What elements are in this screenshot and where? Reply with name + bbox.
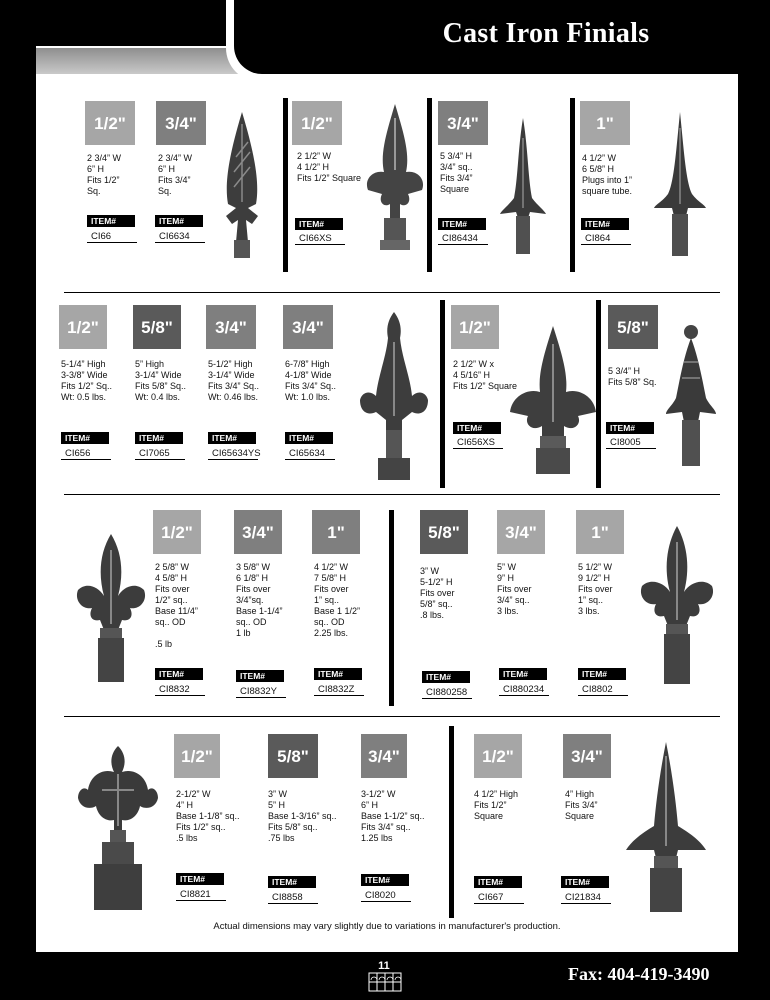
size-badge-label: 1/2" [161,523,193,542]
item-number: CI8020 [361,890,411,902]
size-badge-label: 1/2" [67,318,99,337]
tulip-spear-finial-icon [498,118,548,254]
product-specs: 5-1/4” High 3-3/8” Wide Fits 1/2” Sq.. Wt: 0.5 lbs. [61,359,113,402]
item-number-label: ITEM# [561,876,609,888]
size-badge-label: 5/8" [277,747,309,766]
ornate-fleur-finial-icon [76,746,160,914]
item-number-label: ITEM# [176,873,224,885]
product-specs: 6-7/8” High 4-1/8” Wide Fits 3/4” Sq.. Wt: 1.0 lbs. [285,359,337,402]
size-badge [174,734,220,778]
size-badge-label: 1/2" [482,747,514,766]
size-badge [312,510,360,554]
header-gray-bar [36,46,248,74]
vertical-divider [449,726,454,918]
item-number-label: ITEM# [155,215,203,227]
item-number: CI86434 [438,233,488,245]
product-specs: 3-1/2” W 6” H Base 1-1/2” sq.. Fits 3/4” sq.. 1.25 lbs [361,789,425,843]
item-number-label: ITEM# [295,218,343,230]
vertical-divider [389,510,394,706]
size-badge-label: 3/4" [505,523,537,542]
fence-logo-icon [368,972,402,992]
page-title: Cast Iron Finials [442,18,650,49]
left-frame [0,0,36,1000]
item-number: CI66XS [295,233,345,245]
size-badge [153,510,201,554]
item-number: CI656XS [453,437,503,449]
item-number: CI880258 [422,687,472,699]
size-badge-label: 1/2" [181,747,213,766]
item-number-label: ITEM# [208,432,256,444]
item-number-label: ITEM# [314,668,362,680]
vertical-divider [440,300,445,488]
fleur-spear-finial-icon [506,326,600,476]
item-number-label: ITEM# [606,422,654,434]
product-specs: 2 5/8” W 4 5/8” H Fits over 1/2” sq.. Base 11/4” sq.. OD .5 lb [155,562,198,649]
vertical-divider [283,98,288,272]
item-number: CI65634 [285,448,335,460]
disclaimer: Actual dimensions may vary slightly due to variations in manufacturer's production. [213,921,561,932]
size-badge [361,734,407,778]
size-badge [133,305,181,349]
size-badge [85,101,135,145]
size-badge [420,510,468,554]
item-number-label: ITEM# [155,668,203,680]
size-badge-label: 5/8" [428,523,460,542]
size-badge [474,734,522,778]
item-number: CI667 [474,892,524,904]
product-specs: 3” W 5-1/2” H Fits over 5/8” sq.. .8 lbs. [420,566,455,620]
fleur-de-lis-finial-icon [356,312,432,482]
size-badge [59,305,107,349]
item-number: CI8821 [176,889,226,901]
acorn-spire-finial-icon [664,322,718,470]
size-badge-label: 1" [327,523,345,542]
right-frame [738,0,770,1000]
size-badge [206,305,256,349]
size-badge-label: 3/4" [292,318,324,337]
fax-number: Fax: 404-419-3490 [568,964,710,984]
item-number: CI8005 [606,437,656,449]
item-number-label: ITEM# [61,432,109,444]
spear-point-finial-icon [624,742,708,914]
product-specs: 2 3/4” W 6” H Fits 1/2” Sq. [87,153,122,196]
size-badge-label: 1/2" [94,114,126,133]
item-number-label: ITEM# [268,876,316,888]
size-badge [497,510,545,554]
size-badge [438,101,488,145]
product-specs: 5 1/2” W 9 1/2” H Fits over 1” sq.. 3 lbs. [578,562,613,616]
item-number-label: ITEM# [285,432,333,444]
item-number-label: ITEM# [453,422,501,434]
item-number-label: ITEM# [474,876,522,888]
product-specs: 2-1/2” W 4” H Base 1-1/8” sq.. Fits 1/2” sq.. .5 lbs [176,789,240,843]
product-specs: 4 1/2” High Fits 1/2” Square [474,789,519,821]
size-badge [580,101,630,145]
item-number: CI864 [581,233,631,245]
item-number-label: ITEM# [361,874,409,886]
item-number-label: ITEM# [87,215,135,227]
item-number-label: ITEM# [578,668,626,680]
product-specs: 5 3/4” H Fits 5/8” Sq. [608,366,657,387]
section-divider [64,494,720,495]
size-badge-label: 5/8" [141,318,173,337]
size-badge [608,305,658,349]
size-badge [283,305,333,349]
product-specs: 4” High Fits 3/4” Square [565,789,598,821]
item-number: CI880234 [499,684,549,696]
item-number: CI21834 [561,892,611,904]
fleur-de-lis-finial-icon [636,526,718,688]
product-specs: 5 3/4” H 3/4” sq.. Fits 3/4” Square [440,151,473,194]
product-specs: 4 1/2” W 7 5/8” H Fits over 1” sq.. Base 1 1/2” sq.. OD 2.25 lbs. [314,562,361,638]
item-number-label: ITEM# [499,668,547,680]
size-badge-label: 1" [596,114,614,133]
item-number: CI656 [61,448,111,460]
size-badge [268,734,318,778]
product-specs: 5-1/2” High 3-1/4” Wide Fits 3/4” Sq.. Wt: 0.46 lbs. [208,359,260,402]
item-number: CI8832Y [236,686,286,698]
size-badge-label: 3/4" [165,114,197,133]
size-badge-label: 3/4" [368,747,400,766]
size-badge [292,101,342,145]
size-badge-label: 1/2" [459,318,491,337]
product-specs: 5” High 3-1/4” Wide Fits 5/8” Sq.. Wt: 0.4 lbs. [135,359,187,402]
product-specs: 5” W 9” H Fits over 3/4” sq.. 3 lbs. [497,562,532,616]
item-number: CI6634 [155,231,205,243]
size-badge-label: 3/4" [215,318,247,337]
size-badge-label: 3/4" [571,747,603,766]
section-divider [64,292,720,293]
item-number: CI7065 [135,448,185,460]
item-number: CI65634YS [208,448,258,460]
header-white-line [36,46,248,48]
item-number: CI8858 [268,892,318,904]
size-badge-label: 1" [591,523,609,542]
size-badge-label: 3/4" [242,523,274,542]
item-number-label: ITEM# [422,671,470,683]
item-number-label: ITEM# [135,432,183,444]
spire-finial-icon [652,112,708,260]
size-badge [563,734,611,778]
item-number-label: ITEM# [581,218,629,230]
item-number-label: ITEM# [438,218,486,230]
product-specs: 2 1/2” W 4 1/2” H Fits 1/2” Square [297,151,362,183]
item-number: CI8832 [155,684,205,696]
item-number-label: ITEM# [236,670,284,682]
page-number: 11 [378,960,390,972]
fleur-spear-finial-icon [360,104,430,252]
size-badge [451,305,499,349]
size-badge-label: 3/4" [447,114,479,133]
product-specs: 2 1/2” W x 4 5/16” H Fits 1/2” Square [453,359,518,391]
item-number: CI8832Z [314,684,364,696]
item-number: CI8802 [578,684,628,696]
vertical-divider [570,98,575,272]
product-specs: 3 5/8” W 6 1/8” H Fits over 3/4”sq. Base 1-1/4” sq.. OD 1 lb [236,562,283,638]
product-specs: 3” W 5” H Base 1-3/16” sq.. Fits 5/8” sq.. .75 lbs [268,789,337,843]
fleur-de-lis-finial-icon [74,534,148,686]
size-badge-label: 5/8" [617,318,649,337]
product-specs: 2 3/4” W 6” H Fits 3/4” Sq. [158,153,193,196]
product-specs: 4 1/2” W 6 5/8” H Plugs into 1” square tube. [582,153,633,196]
spear-finial-icon [212,112,272,264]
size-badge-label: 1/2" [301,114,333,133]
size-badge [156,101,206,145]
item-number: CI66 [87,231,137,243]
size-badge [234,510,282,554]
size-badge [576,510,624,554]
section-divider [64,716,720,717]
